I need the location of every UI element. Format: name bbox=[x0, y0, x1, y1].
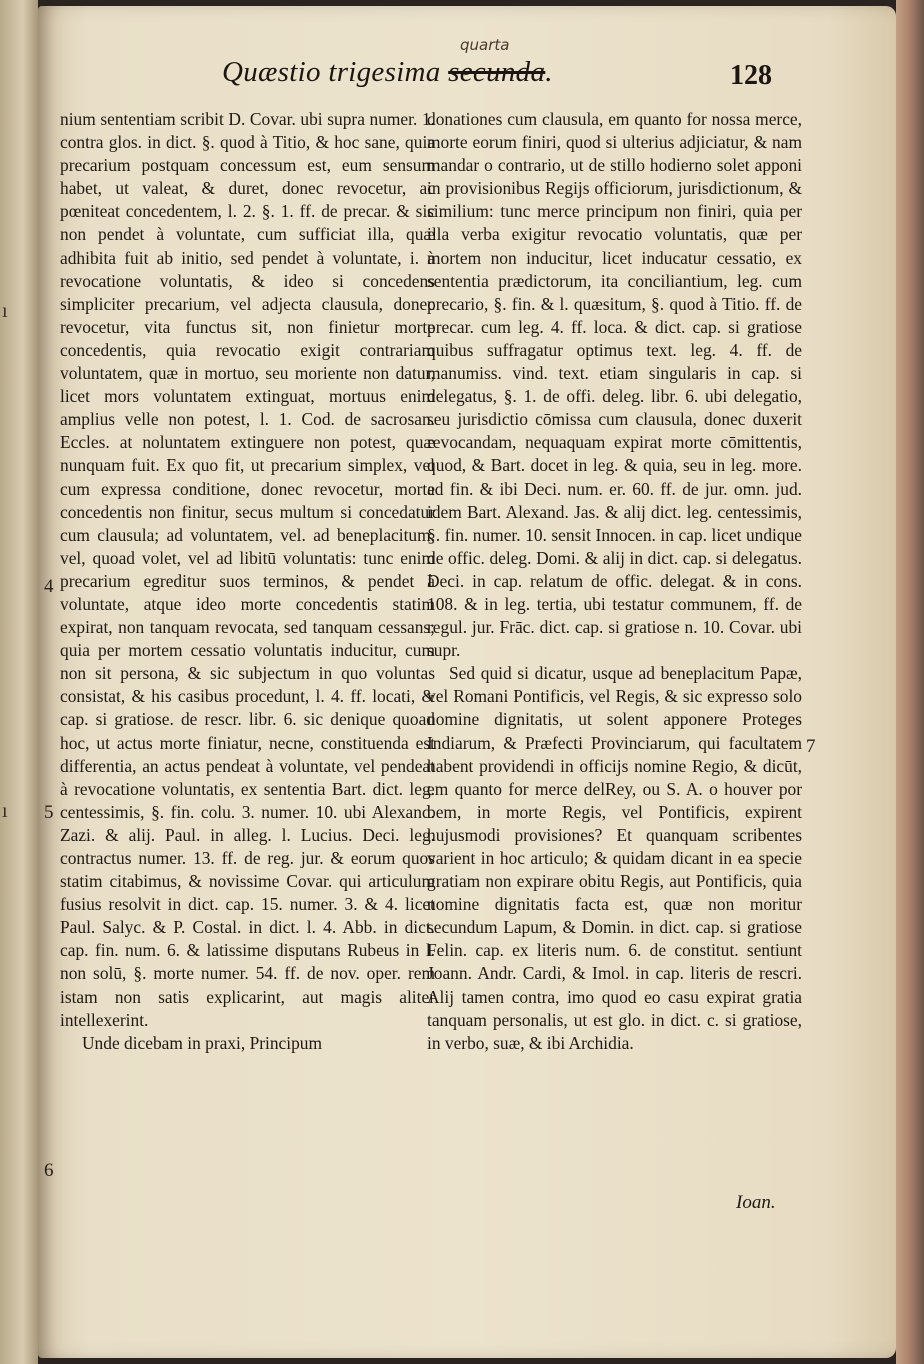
right-column bbox=[427, 108, 802, 1055]
margin-number-4: 4 bbox=[44, 576, 54, 597]
right-paragraph-1: donationes cum clausula, em quanto for nossa merce, morte eorum finiri, quod si ulterius adjiciatur, & nam mandar o contrario, ut de stillo hodierno solet apponi in provisionibus Regijs officiorum, jurisdictionum, & similium: tunc merce principum non finiri, quia per illa verba exigitur revocatio voluntatis, quæ per mortem non inducitur, licet inducatur cessatio, ex sententia prædictorum, ita conciliantium, leg. cum precario, §. fin. & l. quæsitum, §. quod à Titio. ff. de precar. cum leg. 4. ff. loca. & dict. cap. si gratiose quibus suffragatur optimus text. leg. 4. ff. de manumiss. vind. text. etiam singularis in cap. si delegatus, §. 1. de offi. deleg. libr. 6. ubi delegatio, seu jurisdictio cōmissa cum clausula, donec duxerit revocandam, nequaquam expirat morte cōmittentis, quod, & Bart. docet in leg. & quia, seu in leg. more. ad fin. & ibi Deci. num. er. 60. ff. de jur. omn. jud. idem Bart. Alexand. Jas. & alij dict. leg. centessimis, §. fin. numer. 10. sensit Innocen. in cap. licet undique de offic. deleg. Domi. & alij in dict. cap. si delegatus. Deci. in cap. relatum de offic. delegat. & in cons. 108. & in leg. tertia, ubi testatur communem, ff. de regul. jur. Frāc. dict. cap. si gratiose n. 10. Covar. ubi supr. bbox=[427, 109, 802, 661]
page-header bbox=[222, 36, 822, 98]
right-paragraph-2: Sed quid si dicatur, usque ad beneplacitum Papæ, vel Romani Pontificis, vel Regis, & sic expresso solo nomine dignitatis, ut solent apponere Proteges Indiarum, & Præfecti Provinciarum, qui facultatem habent providendi in officijs nomine Regio, & dicūt, em quanto for merce delRey, ou S. A. o houver por bem, in morte Regis, vel Pontificis, expirent hujusmodi provisiones? Et quanquam scribentes varient in hoc articulo; & quidam dicant in ea specie gratiam non expirare obitu Regis, aut Pontificis, quia nomine dignitatis facta est, quæ non moritur secundum Lapum, & Domin. in dict. cap. si gratiose Felin. cap. ex literis num. 6. de constitut. sentiunt Joann. Andr. Cardi, & Imol. in cap. literis de rescri. Alij tamen contra, imo quod eo casu expirat gratia tanquam personalis, ut est glo. in dict. c. si gratiose, in verbo, suæ, & ibi Archidia. bbox=[427, 663, 802, 1053]
catchword: Ioan. bbox=[736, 1192, 776, 1213]
book-edge-right bbox=[896, 0, 924, 1364]
page-number: 128 bbox=[730, 60, 772, 91]
title-struck-word: secunda bbox=[448, 56, 546, 88]
left-edge-mark-upper: ı bbox=[2, 300, 8, 322]
left-page-edge bbox=[0, 0, 38, 1364]
left-edge-mark-lower: ı bbox=[2, 800, 8, 822]
handwritten-correction: quarta bbox=[460, 36, 510, 54]
running-title bbox=[222, 56, 553, 89]
left-paragraph-2: Unde dicebam in praxi, Principum bbox=[82, 1032, 323, 1053]
margin-number-7: 7 bbox=[806, 736, 816, 757]
title-prefix: Quæstio trigesima bbox=[222, 56, 441, 88]
left-paragraph-1: nium sententiam scribit D. Covar. ubi supra numer. 1. contra glos. in dict. §. quod à Titio, & hoc sane, quia precarium postquam concessum est, eum sensum habet, ut valeat, & duret, donec revocetur, ac pœniteat concedentem, l. 2. §. 1. ff. de precar. & sic non pendet à voluntate, cum sufficiat illa, quæ adhibita fuit ab initio, sed pendet à voluntate, i. à revocatione voluntatis, & ideo si concedens simpliciter precarium, vel adjecta clausula, donec revocetur, vita functus sit, non finietur morte concedentis, quia revocatio exigit contrariam voluntatem, quæ in mortuo, seu moriente non datur, licet mors voluntatem extinguat, mortuus enim amplius velle non potest, l. 1. Cod. de sacrosan. Eccles. at noluntatem extinguere non potest, quæ nunquam fuit. Ex quo fit, ut precarium simplex, vel cum expressa conditione, donec revocetur, morte concedentis non finitur, secus multum si concedatur cum clausula; ad voluntatem, vel. ad beneplacitum, vel, quoad volet, vel ad libitū voluntatis: tunc enim precarium egreditur suos terminos, & pendet à voluntate, atque ideo morte concedentis statim expirat, non tanquam revocata, sed tanquam cessans; quia per mortem cessatio voluntatis inducitur, cum non sit persona, & sic subjectum in quo voluntas consistat, & his casibus procedunt, l. 4. ff. locati, & cap. si gratiose. de rescr. libr. 6. sic denique quoad hoc, ut actus morte finiatur, necne, constituenda est differentia, an actus pendeat à voluntate, vel pendeat à revocatione voluntatis, ex sententia Bart. dict. leg. centessimis, §. fin. colu. 3. numer. 10. ubi Alexand. Zazi. & alij. Paul. in alleg. l. Lucius. Deci. leg. contractus numer. 13. ff. de reg. jur. & eorum quos statim citabimus, & novissime Covar. qui articulum fusius resolvit in dict. cap. 15. numer. 3. & 4. licet Paul. Salyc. & P. Costal. in dict. l. 4. Abb. in dict. cap. fin. num. 6. & latissime disputans Rubeus in l. non solū, §. morte numer. 54. ff. de nov. oper. rem istam non satis explicarint, aut magis aliter intellexerint. bbox=[60, 109, 435, 1030]
margin-number-5: 5 bbox=[44, 802, 54, 823]
title-period: . bbox=[545, 56, 553, 88]
left-column bbox=[60, 108, 435, 1055]
margin-number-6: 6 bbox=[44, 1160, 54, 1181]
